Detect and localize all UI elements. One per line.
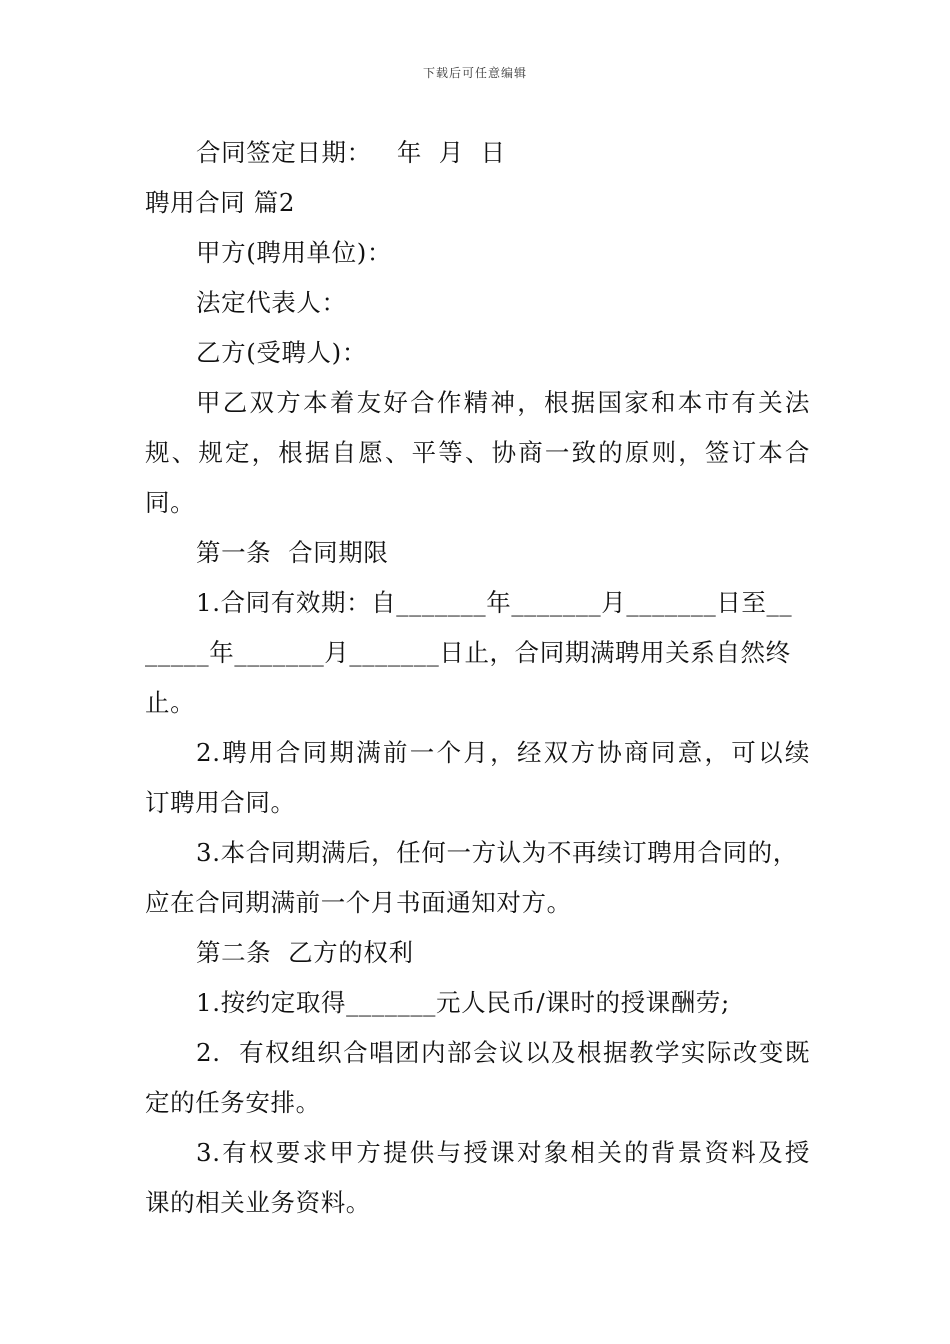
paragraph-line: 止。	[145, 688, 196, 717]
paragraph-line: 3.本合同期满后，任何一方认为不再续订聘用合同的，	[196, 838, 798, 867]
paragraph-line: 定的任务安排。	[145, 1088, 321, 1117]
party-b-line: 乙方(受聘人)：	[196, 338, 367, 367]
party-a-line: 甲方(聘用单位)：	[196, 238, 393, 267]
paragraph-line: 2.聘用合同期满前一个月，经双方协商同意，可以续	[196, 738, 810, 767]
paragraph-line: _____年_______月_______日止，合同期满聘用关系自然终	[145, 638, 791, 667]
paragraph-line: 2. 有权组织合唱团内部会议以及根据教学实际改变既	[196, 1038, 810, 1067]
page-header: 下载后可任意编辑	[422, 66, 527, 80]
paragraph-line: 订聘用合同。	[145, 788, 296, 817]
paragraph-line: 同。	[145, 488, 196, 517]
section-title: 聘用合同 篇2	[145, 188, 296, 217]
contract-date-line: 合同签定日期： 年 月 日	[196, 138, 506, 167]
legal-representative-line: 法定代表人：	[196, 288, 347, 317]
paragraph-line: 课的相关业务资料。	[145, 1188, 371, 1217]
article-heading: 第二条 乙方的权利	[196, 938, 414, 967]
paragraph-line: 3.有权要求甲方提供与授课对象相关的背景资料及授	[196, 1138, 810, 1167]
paragraph-line: 应在合同期满前一个月书面通知对方。	[145, 888, 572, 917]
article-heading: 第一条 合同期限	[196, 538, 389, 567]
document-body	[145, 128, 810, 1228]
paragraph-line: 1.按约定取得_______元人民币/课时的授课酬劳;	[196, 988, 730, 1017]
paragraph-line: 甲乙双方本着友好合作精神，根据国家和本市有关法	[196, 388, 810, 417]
paragraph-line: 规、规定，根据自愿、平等、协商一致的原则，签订本合	[145, 438, 810, 467]
paragraph-line: 1.合同有效期：自_______年_______月_______日至__	[196, 588, 793, 617]
